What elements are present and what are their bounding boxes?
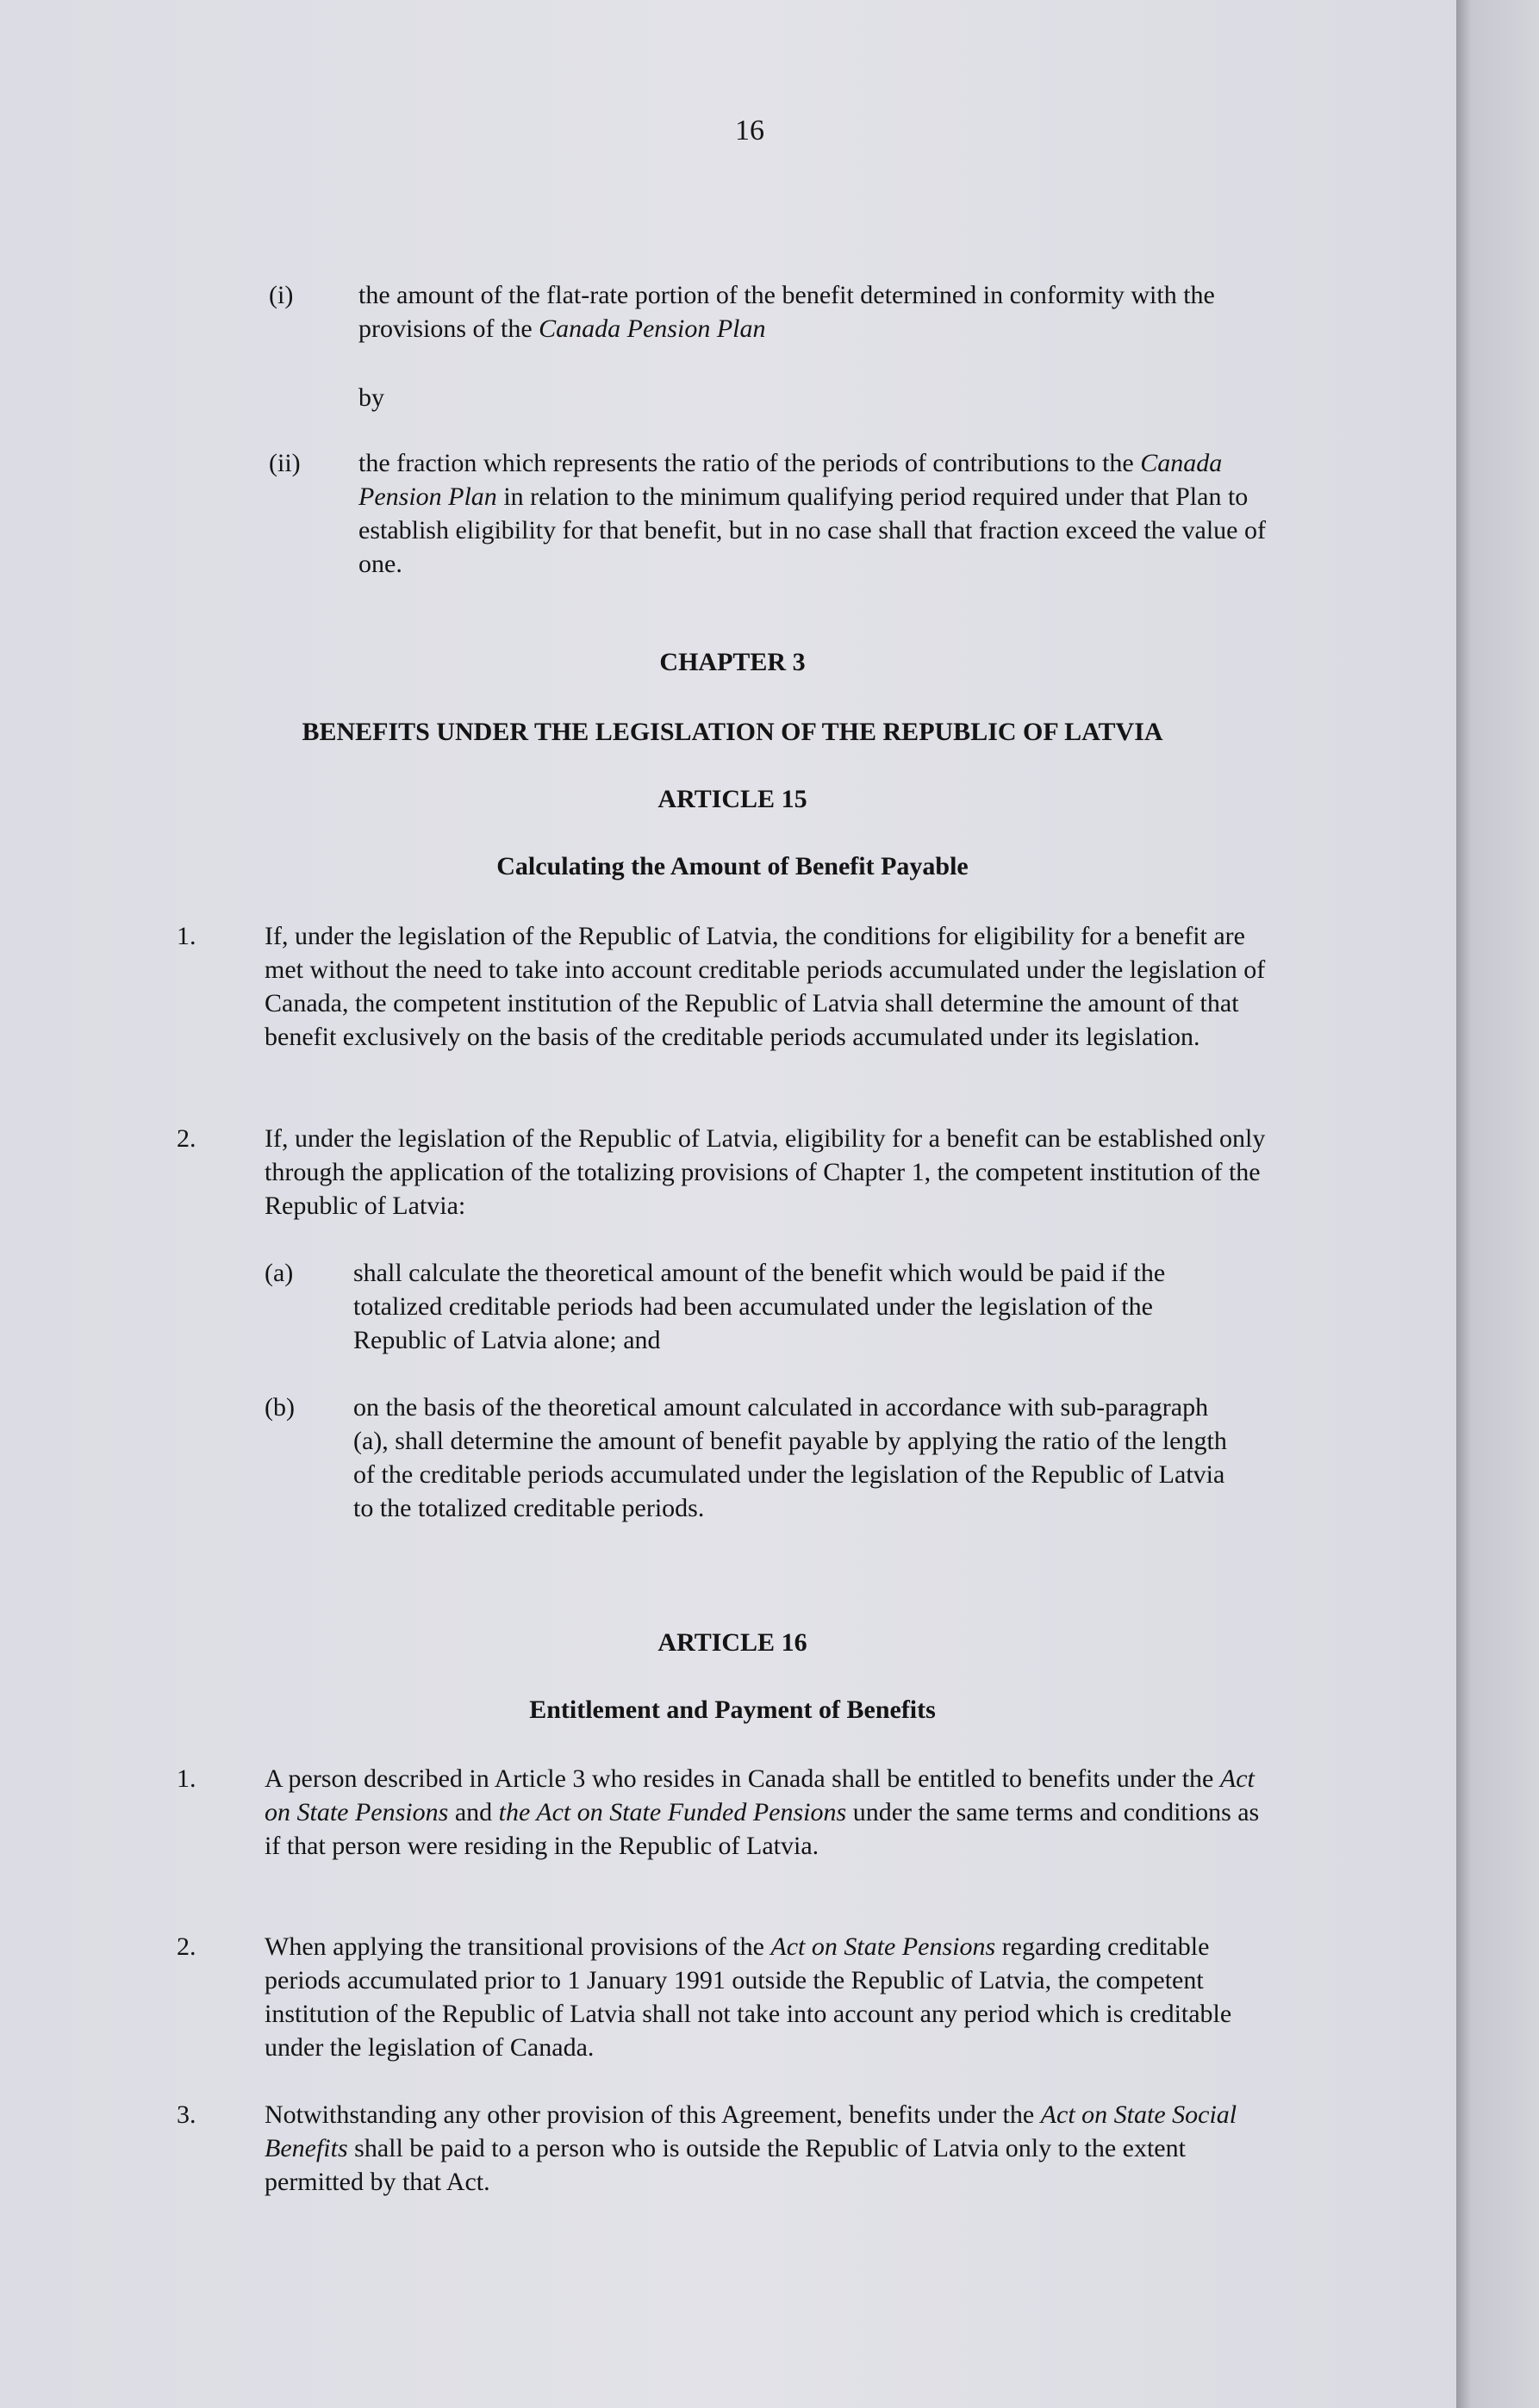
art16-p3-a: Notwithstanding any other provision of this Agreement, benefits under the — [265, 2100, 1041, 2129]
clause-ii-text-a: the fraction which represents the ratio of the periods of contributions to the — [358, 449, 1141, 477]
art16-p2-label: 2. — [177, 1932, 196, 1961]
clause-i-text — [358, 278, 1289, 345]
art15-pa-label: (a) — [265, 1259, 294, 1287]
art15-p1-label: 1. — [177, 922, 196, 950]
art15-p2-label: 2. — [177, 1124, 196, 1153]
chapter-subtitle: BENEFITS UNDER THE LEGISLATION OF THE REPUBLIC OF LATVIA — [302, 718, 1163, 746]
art15-pb-label: (b) — [265, 1393, 295, 1422]
clause-ii-label: (ii) — [269, 449, 301, 477]
art16-p1-e: under the same terms and conditions as if that person were residing in the Republic of Latvia. — [265, 1798, 1260, 1860]
art15-p1-text: If, under the legislation of the Republic of Latvia, the conditions for eligibility for a benefit are met without the need to take into account creditable periods accumulated under the legislation of Canada, the competent institution of the Republic of Latvia shall determine the amount of that benefit exclusively on the basis of the creditable periods accumulated under its legislation. — [265, 922, 1266, 1051]
art16-p2-c: regarding creditable periods accumulated prior to 1 January 1991 outside the Republic of Latvia, the competent institution of the Republic of Latvia shall not take into account any period which is creditable under the legislation of Canada. — [265, 1932, 1232, 2062]
clause-i-label: (i) — [269, 281, 294, 309]
art16-p1-c: and — [448, 1798, 499, 1826]
clause-ii-text — [358, 446, 1289, 581]
art16-p1-a: A person described in Article 3 who resides in Canada shall be entitled to benefits under the — [265, 1764, 1220, 1793]
by-word: by — [358, 383, 384, 412]
page-number: 16 — [735, 115, 764, 146]
art16-p1-label: 1. — [177, 1764, 196, 1793]
art16-p1-d: the Act on State Funded Pensions — [498, 1798, 847, 1826]
art16-p2-text — [265, 1930, 1281, 2064]
clause-i-text-b: Canada Pension Plan — [539, 314, 766, 343]
art16-p1-b: Act on State Pensions — [265, 1764, 1255, 1826]
art16-p1-text — [265, 1762, 1281, 1863]
art15-pb-text: on the basis of the theoretical amount calculated in accordance with sub-paragraph (a), shall determine the amount of benefit payable by applying the ratio of the length of the creditable periods accumulated under the legislation of the Republic of Latvia to the totalized creditable periods. — [353, 1393, 1227, 1522]
art16-p3-label: 3. — [177, 2100, 196, 2129]
page-edge-shadow — [1456, 0, 1539, 2408]
article-15-title: ARTICLE 15 — [657, 785, 807, 813]
art16-p3-b: Act on State Social Benefits — [265, 2100, 1237, 2162]
article-15-heading: Calculating the Amount of Benefit Payable — [496, 852, 969, 880]
clause-ii-text-c: in relation to the minimum qualifying period required under that Plan to establish eligibility for that benefit, but in no case shall that fraction exceed the value of one. — [358, 482, 1266, 578]
art16-p2-a: When applying the transitional provisions of the — [265, 1932, 771, 1961]
art16-p3-c: shall be paid to a person who is outside the Republic of Latvia only to the extent permitted by that Act. — [265, 2134, 1186, 2196]
art15-pa-text: shall calculate the theoretical amount of the benefit which would be paid if the totalized creditable periods had been accumulated under the legislation of the Republic of Latvia alone; and — [353, 1259, 1166, 1354]
art16-p2-b: Act on State Pensions — [770, 1932, 996, 1961]
clause-i-text-a: the amount of the flat-rate portion of the benefit determined in conformity with the provisions of the — [358, 281, 1215, 343]
art15-p2-text: If, under the legislation of the Republic of Latvia, eligibility for a benefit can be established only through the application of the totalizing provisions of Chapter 1, the competent institution of the Republic of Latvia: — [265, 1124, 1266, 1220]
clause-ii-text-b: Canada Pension Plan — [358, 449, 1223, 511]
art16-p3-text — [265, 2098, 1281, 2199]
article-16-heading: Entitlement and Payment of Benefits — [529, 1696, 936, 1724]
chapter-title: CHAPTER 3 — [659, 648, 806, 676]
article-16-title: ARTICLE 16 — [657, 1628, 807, 1657]
